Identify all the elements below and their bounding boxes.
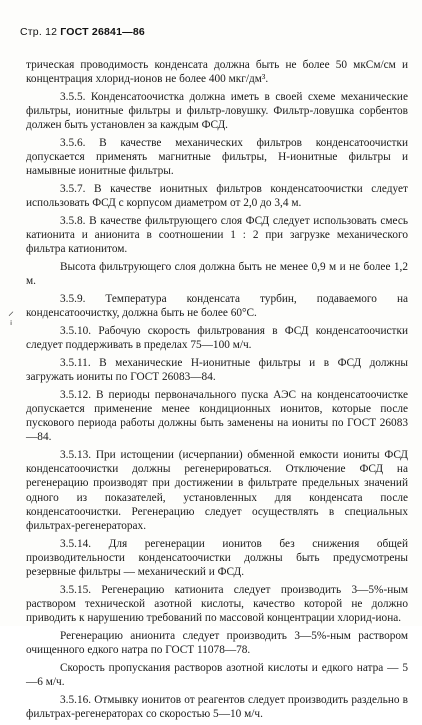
paragraph-3-5-8: 3.5.8. В качестве фильтрующего слоя ФСД следует использовать смесь катионита и анионита в соотношении 1 : 2 при загрузке механического фильтра катионитом. xyxy=(26,215,408,256)
paragraph-3-5-14: 3.5.14. Для регенерации ионитов без снижения общей производительности конденсатоочистки должны быть предусмотрены резервные фильтры — механический и ФСД. xyxy=(26,537,408,579)
paragraph-3-5-9: 3.5.9. Температура конденсата турбин, подаваемого на конденсатоочистку, должна быть не более 60°С. xyxy=(26,293,408,320)
paragraph: Регенерацию анионита следует производить 3—5%-ным раствором очищенного едкого натра по ГОСТ 11078—78. xyxy=(26,630,408,657)
margin-mark: ⸝ xyxy=(8,304,15,318)
page-header xyxy=(20,26,145,38)
paragraph-3-5-11: 3.5.11. В механические Н-ионитные фильтры и в ФСД должны загружать иониты по ГОСТ 26083—84. xyxy=(26,356,408,384)
paragraph-3-5-7: 3.5.7. В качестве ионитных фильтров конденсатоочистки следует использовать ФСД с корпусом диаметром от 2,0 до 3,4 м. xyxy=(26,183,408,210)
paragraph-3-5-5: 3.5.5. Конденсатоочистка должна иметь в своей схеме механические фильтры, ионитные фильтры и фильтр-ловушку. Фильтр-ловушка сорбентов должен быть установлен за каждым ФСД. xyxy=(26,90,408,132)
paragraph-3-5-6: 3.5.6. В качестве механических фильтров конденсатоочистки допускается применять магнитные фильтры, Н-ионитные фильтры и намывные ионитные фильтры. xyxy=(26,137,408,178)
standard-designation: ГОСТ 26841—86 xyxy=(60,26,145,38)
paragraph: трическая проводимость конденсата должна быть не более 50 мкСм/см и концентрация хлорид-ионов не более 400 мкг/дм³. xyxy=(26,59,408,86)
page-number: Стр. 12 xyxy=(20,26,58,38)
paragraph: Высота фильтрующего слоя должна быть не менее 0,9 м и не более 1,2 м. xyxy=(26,261,408,288)
paragraph-3-5-12: 3.5.12. В периоды первоначального пуска АЭС на конденсатоочистке допускается применение менее кондиционных ионитов, которые после пускового периода работы должны быть заменены на иониты по ГОСТ 26083—84. xyxy=(26,388,408,444)
document-body xyxy=(26,58,408,725)
paragraph-3-5-16: 3.5.16. Отмывку ионитов от реагентов следует производить раздельно в фильтрах-регенераторах со скоростью 5—10 м/ч. xyxy=(26,693,408,721)
margin-mark: ⁱ xyxy=(10,318,13,332)
paragraph-3-5-10: 3.5.10. Рабочую скорость фильтрования в ФСД конденсатоочистки следует поддерживать в пределах 75—100 м/ч. xyxy=(26,324,408,352)
paragraph-3-5-15: 3.5.15. Регенерацию катионита следует производить 3—5%-ным раствором технической азотной кислоты, качество которой не должно приводить к нарушению требований по массовой концентрации хлорид-иона. xyxy=(26,583,408,625)
paragraph-3-5-13: 3.5.13. При истощении (исчерпании) обменной емкости иониты ФСД конденсатоочистки должны регенерироваться. Отключение ФСД на регенерацию производят при достижении в фильтрате предельных значений одного из показателей, установленных для конденсата после конденсатоочистки. Регенерацию следует осуществлять в специальных фильтрах-регенераторах. xyxy=(26,449,408,533)
paragraph: Скорость пропускания растворов азотной кислоты и едкого натра — 5—6 м/ч. xyxy=(26,661,408,689)
